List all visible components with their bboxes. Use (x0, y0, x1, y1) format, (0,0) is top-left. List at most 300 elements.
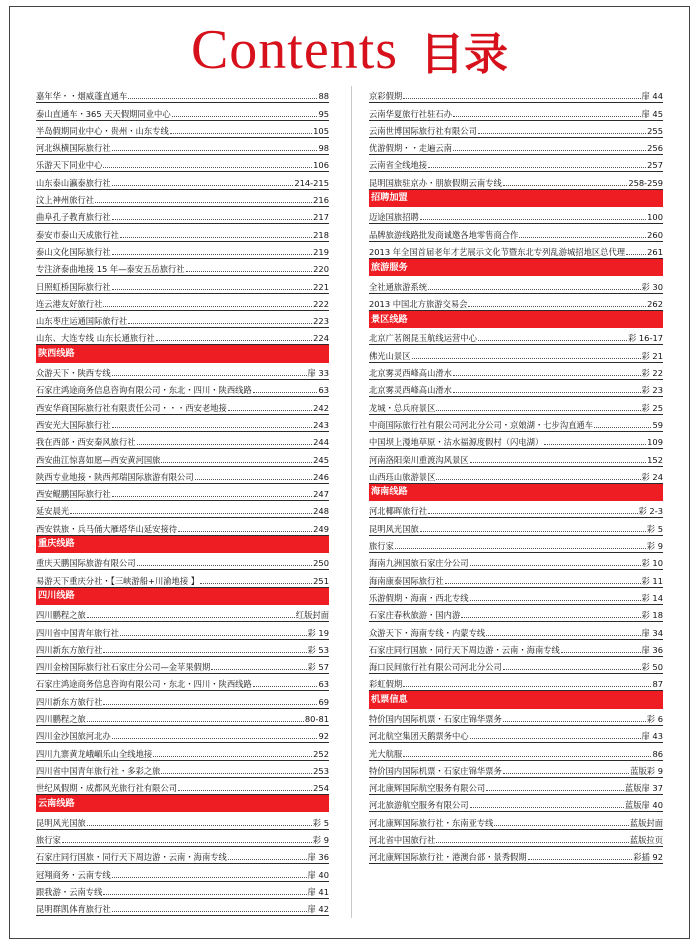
entry-title: 山西珏山旅游景区 (369, 471, 436, 482)
toc-entry[interactable] (369, 345, 663, 362)
toc-entry[interactable] (369, 294, 663, 311)
entry-page: 86 (652, 748, 663, 759)
dot-leader (544, 444, 646, 445)
entry-title: 旅行家 (369, 541, 394, 552)
toc-entry[interactable] (369, 622, 663, 639)
entry-page: 扉 45 (641, 108, 663, 119)
toc-entry[interactable] (369, 674, 663, 691)
entry-title: 河北航空集团天鹅票务中心 (369, 731, 469, 742)
entry-title: 石家庄同行国旅・同行天下周边游・云南・海南专线 (36, 852, 227, 863)
toc-entry[interactable] (369, 761, 663, 778)
entry-title: 乐游假期・海南・西北专线 (369, 592, 469, 603)
dot-leader (228, 859, 307, 860)
toc-entry[interactable] (36, 570, 329, 587)
dot-leader (161, 462, 312, 463)
entry-title: 河北康辉国际旅行社・港澳台部・景秀假期 (369, 852, 527, 863)
dot-leader (486, 790, 624, 791)
entry-title: 山东枣庄运通国际旅行社 (36, 316, 128, 327)
toc-entry[interactable] (36, 86, 329, 103)
dot-leader (253, 392, 318, 393)
entry-title: 四川鹏程之旅 (36, 713, 86, 724)
entry-title: 京彩假期 (369, 91, 403, 102)
entry-title: 四川省中国青年旅行社 (36, 627, 119, 638)
toc-entry[interactable] (369, 657, 663, 674)
toc-entry[interactable] (36, 691, 329, 708)
entry-page: 彩 9 (646, 541, 663, 552)
toc-entry[interactable] (369, 449, 663, 466)
entry-title: 2013 中国北方旅游交易会 (369, 298, 468, 309)
entry-page: 95 (318, 108, 329, 119)
entry-page: 247 (313, 489, 329, 500)
entry-title: 石家庄鸿途商务信息咨询有限公司・东北・四川・陕西线路 (36, 679, 252, 690)
entry-title: 半岛假期同业中心・贵州・山东专线 (36, 125, 169, 136)
entry-page: 彩 10 (641, 558, 663, 569)
toc-entry[interactable] (369, 743, 663, 760)
dot-leader (486, 635, 640, 636)
toc-entry[interactable] (36, 761, 329, 778)
entry-page: 88 (318, 91, 329, 102)
entry-page: 蓝版彩 9 (630, 765, 663, 776)
toc-entry[interactable] (36, 484, 329, 501)
toc-entry[interactable] (36, 380, 329, 397)
toc-entry[interactable] (369, 467, 663, 484)
toc-entry[interactable] (369, 605, 663, 622)
dot-leader (478, 133, 646, 134)
toc-entry[interactable] (36, 657, 329, 674)
toc-entry[interactable] (369, 103, 663, 120)
entry-page: 彩 24 (641, 471, 663, 482)
toc-entry[interactable] (36, 397, 329, 414)
dot-leader (195, 479, 313, 480)
section-header: 招聘加盟 (369, 190, 663, 207)
entry-title: 世纪风假期・成都风光旅行社有限公司 (36, 783, 178, 794)
entry-title: 陕西专业地接・陕西邦瑞国际旅游有限公司 (36, 471, 194, 482)
toc-entry[interactable] (36, 605, 329, 622)
toc-entry[interactable] (369, 536, 663, 553)
entry-page: 蓝版扉 37 (624, 783, 663, 794)
entry-title: 四川金沙国旅河北办 (36, 731, 111, 742)
entry-title: 旅行家 (36, 835, 61, 846)
dot-leader (161, 773, 312, 774)
entry-title: 云南世博国际旅行社有限公司 (369, 125, 477, 136)
entry-title: 跟我游・云南专线 (36, 886, 103, 897)
entry-page: 253 (313, 765, 329, 776)
toc-entry[interactable] (36, 432, 329, 449)
dot-leader (112, 150, 318, 151)
entry-title: 河北省中国旅行社 (369, 835, 436, 846)
toc-entry[interactable] (369, 397, 663, 414)
section-header: 景区线路 (369, 311, 663, 328)
entry-page: 243 (313, 419, 329, 430)
dot-leader (103, 652, 306, 653)
entry-page: 扉 33 (307, 368, 329, 379)
entry-title: 四川新东方旅行社 (36, 644, 103, 655)
toc-entry[interactable] (369, 363, 663, 380)
dot-leader (420, 219, 646, 220)
dot-leader (412, 358, 641, 359)
toc-entry[interactable] (36, 674, 329, 691)
entry-page: 彩 25 (641, 402, 663, 413)
entry-page: 260 (647, 229, 663, 240)
toc-entry[interactable] (369, 570, 663, 587)
dot-leader (112, 254, 312, 255)
entry-title: 特价国内国际机票・石家庄锦华票务 (369, 765, 502, 776)
dot-leader (62, 842, 312, 843)
toc-entry[interactable] (369, 207, 663, 224)
toc-entry[interactable] (36, 467, 329, 484)
dot-leader (528, 859, 633, 860)
dot-leader (519, 237, 646, 238)
dot-leader (120, 635, 307, 636)
column-divider (351, 86, 352, 918)
entry-title: 2013 年全国首届老年才艺展示文化节暨东北专列乱游城招地区总代理 (369, 246, 626, 257)
toc-entry[interactable] (36, 709, 329, 726)
entry-page: 彩 23 (641, 385, 663, 396)
entry-page: 彩 57 (307, 662, 329, 673)
entry-page: 246 (313, 471, 329, 482)
entry-page: 彩 14 (641, 592, 663, 603)
entry-page: 红版封面 (295, 610, 329, 621)
section-header: 旅游服务 (369, 259, 663, 276)
dot-leader (428, 289, 640, 290)
toc-entry[interactable] (369, 415, 663, 432)
entry-page: 105 (313, 125, 329, 136)
dot-leader (103, 167, 312, 168)
dot-leader (420, 531, 646, 532)
entry-title: 昆明群凯体育旅行社 (36, 904, 111, 915)
entry-page: 216 (313, 195, 329, 206)
entry-page: 252 (313, 748, 329, 759)
toc-entry[interactable] (36, 830, 329, 847)
toc-entry[interactable] (36, 172, 329, 189)
toc-entry[interactable] (36, 622, 329, 639)
toc-entry[interactable] (36, 276, 329, 293)
entry-page: 59 (652, 419, 663, 430)
toc-entry[interactable] (36, 812, 329, 829)
dot-leader (453, 116, 641, 117)
entry-page: 214-215 (294, 177, 329, 188)
entry-title: 海南康泰国际旅行社 (369, 575, 444, 586)
entry-page: 彩 2-3 (638, 506, 663, 517)
toc-entry[interactable] (36, 743, 329, 760)
section-header: 机票信息 (369, 691, 663, 708)
dot-leader (403, 686, 651, 687)
entry-title: 山东泰山瀛泰旅行社 (36, 177, 111, 188)
dot-leader (453, 392, 641, 393)
entry-title: 海南九洲国旅石家庄分公司 (369, 558, 469, 569)
entry-page: 251 (313, 575, 329, 586)
toc-entry[interactable] (369, 380, 663, 397)
dot-leader (211, 669, 306, 670)
entry-title: 云南华夏旅行社驻石办 (369, 108, 452, 119)
entry-title: 泰山文化国际旅行社 (36, 246, 111, 257)
entry-page: 蓝版拉页 (629, 835, 663, 846)
entry-page: 扉 42 (307, 904, 329, 915)
entry-page: 彩 53 (307, 644, 329, 655)
toc-column-right (369, 86, 663, 864)
entry-title: 众游天下・海南专线・内蒙专线 (369, 627, 486, 638)
entry-title: 河北康辉国际航空服务有限公司 (369, 783, 486, 794)
entry-title: 石家庄春秋旅游・国内游 (369, 610, 461, 621)
entry-page: 248 (313, 506, 329, 517)
toc-entry[interactable] (36, 415, 329, 432)
dot-leader (186, 271, 313, 272)
entry-page: 彩 21 (641, 350, 663, 361)
entry-title: 品牌旅游线路批发商诚邀各地零售商合作 (369, 229, 519, 240)
toc-entry[interactable] (36, 882, 329, 899)
toc-entry[interactable] (369, 242, 663, 259)
entry-title: 冠翔商务・云南专线 (36, 869, 111, 880)
entry-title: 北京广茗阁昆玉航线运营中心 (369, 333, 477, 344)
toc-entry[interactable] (369, 328, 663, 345)
toc-entry[interactable] (369, 812, 663, 829)
toc-entry[interactable] (369, 795, 663, 812)
dot-leader (172, 116, 318, 117)
entry-page: 彩 6 (646, 713, 663, 724)
entry-title: 四川省中国青年旅行社・多彩之旅 (36, 765, 161, 776)
toc-entry[interactable] (369, 709, 663, 726)
toc-entry[interactable] (36, 847, 329, 864)
entry-page: 63 (318, 679, 329, 690)
dot-leader (103, 894, 306, 895)
toc-entry[interactable] (369, 501, 663, 518)
toc-entry[interactable] (36, 449, 329, 466)
entry-page: 扉 36 (641, 644, 663, 655)
toc-entry[interactable] (369, 640, 663, 657)
entry-title: 四川金榜国际旅行社石家庄分公司—金苹果假期 (36, 662, 211, 673)
dot-leader (87, 617, 295, 618)
entry-page: 254 (313, 783, 329, 794)
title-english: Contents (190, 19, 399, 81)
entry-page: 242 (313, 402, 329, 413)
entry-page: 彩 30 (641, 281, 663, 292)
dot-leader (503, 669, 641, 670)
entry-title: 北京雾灵西峰高山滑水 (369, 368, 452, 379)
entry-page: 蓝版扉 40 (624, 800, 663, 811)
toc-entry[interactable] (36, 501, 329, 518)
entry-title: 西安华商国际旅行社有限责任公司・・・西安老地接 (36, 402, 227, 413)
toc-entry[interactable] (369, 778, 663, 795)
dot-leader (478, 340, 627, 341)
entry-title: 河北纵横国际旅行社 (36, 143, 111, 154)
entry-page: 彩 5 (646, 523, 663, 534)
entry-title: 佛光山景区 (369, 350, 411, 361)
section-header: 四川线路 (36, 588, 329, 605)
toc-entry[interactable] (369, 726, 663, 743)
entry-title: 西安曲江惊喜如愿—西安黄河国旅 (36, 454, 161, 465)
toc-column-left (36, 86, 329, 916)
toc-entry[interactable] (36, 726, 329, 743)
entry-page: 224 (313, 333, 329, 344)
dot-leader (112, 496, 312, 497)
toc-entry[interactable] (369, 155, 663, 172)
dot-leader (470, 600, 641, 601)
entry-title: 连云港友好旅行社 (36, 298, 103, 309)
dot-leader (453, 150, 646, 151)
toc-entry[interactable] (36, 778, 329, 795)
entry-page: 63 (318, 385, 329, 396)
entry-page: 244 (313, 437, 329, 448)
dot-leader (461, 617, 640, 618)
dot-leader (470, 738, 641, 739)
entry-page: 扉 43 (641, 731, 663, 742)
toc-entry[interactable] (36, 190, 329, 207)
dot-leader (503, 721, 646, 722)
dot-leader (470, 462, 647, 463)
entry-page: 245 (313, 454, 329, 465)
entry-page: 222 (313, 298, 329, 309)
entry-title: 曲阜孔子教育旅行社 (36, 212, 111, 223)
toc-entry[interactable] (36, 640, 329, 657)
entry-title: 昆明风光国旅 (369, 523, 419, 534)
dot-leader (137, 565, 313, 566)
entry-page: 255 (647, 125, 663, 136)
toc-entry[interactable] (369, 224, 663, 241)
toc-entry[interactable] (36, 138, 329, 155)
entry-title: 河北康辉国际旅行社・东南亚专线 (369, 817, 494, 828)
entry-title: 河北椰晖旅行社 (369, 506, 428, 517)
toc-entry[interactable] (369, 276, 663, 293)
dot-leader (445, 583, 641, 584)
entry-title: 迈途国旅招聘 (369, 212, 419, 223)
entry-title: 石家庄鸿途商务信息咨询有限公司・东北・四川・陕西线路 (36, 385, 252, 396)
toc-entry[interactable] (369, 432, 663, 449)
entry-title: 乐游天下同业中心 (36, 160, 103, 171)
entry-page: 扉 36 (307, 852, 329, 863)
section-header: 陕西线路 (36, 345, 329, 362)
toc-entry[interactable] (369, 847, 663, 864)
entry-title: 我在西部・西安秦风旅行社 (36, 437, 136, 448)
toc-entry[interactable] (36, 553, 329, 570)
toc-entry[interactable] (36, 311, 329, 328)
dot-leader (403, 98, 640, 99)
entry-page: 彩 18 (641, 610, 663, 621)
dot-leader (561, 652, 641, 653)
toc-entry[interactable] (36, 518, 329, 535)
toc-entry[interactable] (369, 553, 663, 570)
entry-title: 云南省全线地接 (369, 160, 428, 171)
entry-title: 北京雾灵西峰高山滑水 (369, 385, 452, 396)
entry-page: 219 (313, 246, 329, 257)
dot-leader (112, 877, 307, 878)
toc-entry[interactable] (369, 121, 663, 138)
entry-page: 彩 19 (307, 627, 329, 638)
entry-title: 河北旅游航空服务有限公司 (369, 800, 469, 811)
toc-entry[interactable] (36, 155, 329, 172)
toc-entry[interactable] (36, 224, 329, 241)
entry-title: 泰山直通车・365 天天假期同业中心 (36, 108, 171, 119)
entry-title: 石家庄同行国旅・同行天下周边游・云南・海南专线 (369, 644, 560, 655)
toc-entry[interactable] (369, 86, 663, 103)
entry-page: 220 (313, 264, 329, 275)
toc-entry[interactable] (36, 121, 329, 138)
title-chinese: 目录 (420, 29, 509, 80)
entry-title: 汶上神州旅行社 (36, 195, 95, 206)
toc-entry[interactable] (369, 830, 663, 847)
toc-entry[interactable] (36, 242, 329, 259)
entry-page: 221 (313, 281, 329, 292)
section-header: 海南线路 (369, 484, 663, 501)
entry-page: 扉 40 (307, 869, 329, 880)
toc-entry[interactable] (369, 588, 663, 605)
entry-title: 河南洛阳栾川重渡沟风景区 (369, 454, 469, 465)
dot-leader (468, 306, 646, 307)
dot-leader (137, 444, 313, 445)
dot-leader (436, 410, 640, 411)
entry-page: 217 (313, 212, 329, 223)
entry-page: 92 (318, 731, 329, 742)
entry-page: 69 (318, 696, 329, 707)
dot-leader (128, 323, 312, 324)
dot-leader (87, 825, 312, 826)
entry-title: 中商国际旅行社有限公司河北分公司・京娘湖・七步沟直通车 (369, 419, 594, 430)
entry-page: 80-81 (304, 713, 329, 724)
dot-leader (403, 756, 651, 757)
toc-entry[interactable] (36, 328, 329, 345)
entry-page: 彩 9 (312, 835, 329, 846)
section-header: 重庆线路 (36, 536, 329, 553)
toc-entry[interactable] (36, 899, 329, 916)
entry-page: 256 (647, 143, 663, 154)
entry-title: 四川新东方旅行社 (36, 696, 103, 707)
entry-title: 易游天下重庆分社・【三峡游船+川渝地接 】 (36, 575, 200, 586)
entry-page: 扉 41 (307, 886, 329, 897)
dot-leader (594, 427, 651, 428)
dot-leader (112, 185, 294, 186)
dot-leader (470, 807, 624, 808)
entry-title: 山东、大连专线 山东长通旅行社 (36, 333, 155, 344)
toc-entry[interactable] (36, 207, 329, 224)
entry-page: 152 (647, 454, 663, 465)
dot-leader (103, 704, 317, 705)
entry-title: 四川九寨黄龙峨嵋乐山全线地接 (36, 748, 153, 759)
toc-entry[interactable] (36, 294, 329, 311)
entry-title: 海口民间旅行社有限公司河北分公司 (369, 662, 502, 673)
toc-entry[interactable] (36, 864, 329, 881)
entry-page: 261 (647, 246, 663, 257)
dot-leader (103, 306, 312, 307)
entry-page: 彩插 92 (633, 852, 663, 863)
toc-entry[interactable] (369, 172, 663, 189)
toc-entry[interactable] (36, 259, 329, 276)
toc-entry[interactable] (36, 103, 329, 120)
dot-leader (112, 911, 307, 912)
entry-page: 100 (647, 212, 663, 223)
dot-leader (428, 513, 637, 514)
entry-title: 光大航服 (369, 748, 403, 759)
toc-entry[interactable] (369, 138, 663, 155)
entry-title: 特价国内国际机票・石家庄锦华票务 (369, 713, 502, 724)
dot-leader (153, 756, 312, 757)
toc-entry[interactable] (369, 518, 663, 535)
dot-leader (87, 721, 304, 722)
entry-title: 专注济泰曲地接 15 年—泰安五岳旅行社 (36, 264, 185, 275)
entry-title: 泰安市泰山天成旅行社 (36, 229, 119, 240)
entry-title: 嘉年华・・烟威蓬直通车 (36, 91, 128, 102)
entry-title: 西安铁旅・兵马俑大雁塔华山延安接待 (36, 523, 178, 534)
dot-leader (470, 565, 641, 566)
entry-page: 109 (647, 437, 663, 448)
dot-leader (112, 375, 307, 376)
page-header (0, 18, 699, 82)
dot-leader (112, 427, 312, 428)
toc-entry[interactable] (36, 363, 329, 380)
entry-page: 彩 50 (641, 662, 663, 673)
dot-leader (503, 185, 628, 186)
entry-title: 全社通旅游系统 (369, 281, 428, 292)
dot-leader (120, 237, 312, 238)
entry-title: 重庆天鹏国际旅游有限公司 (36, 558, 136, 569)
